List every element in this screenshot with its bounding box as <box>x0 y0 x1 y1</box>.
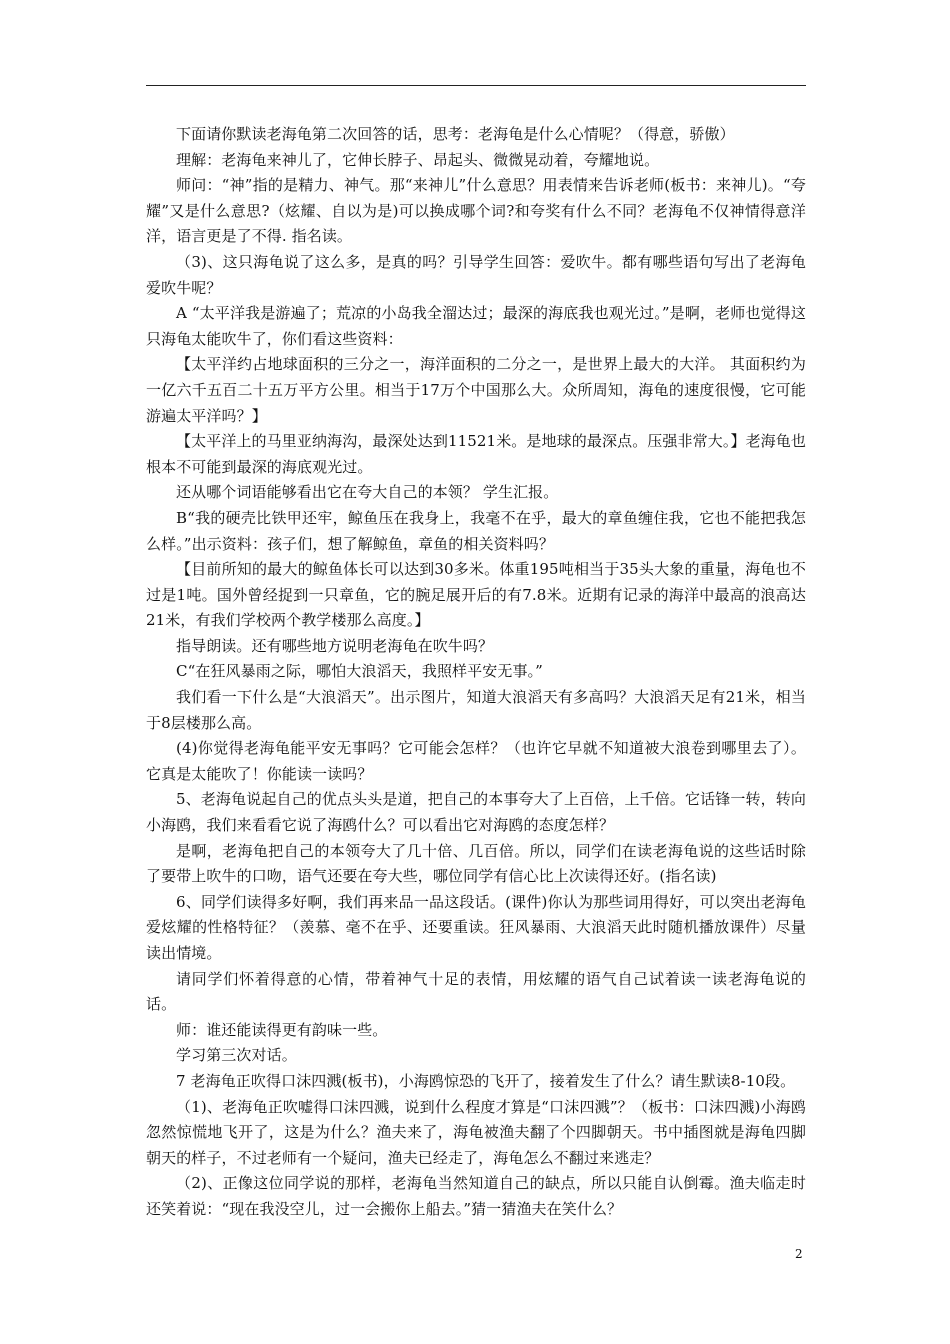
paragraph: 理解：老海龟来神儿了，它伸长脖子、昂起头、微微晃动着，夸耀地说。 <box>176 150 660 169</box>
paragraph: 7 老海龟正吹得口沫四溅(板书)，小海鸥惊恐的飞开了，接着发生了什么？请生默读8-10段。 <box>176 1071 796 1090</box>
paragraph: A “太平洋我是游遍了；荒凉的小岛我全溜达过；最深的海底我也观光过。”是啊，老师也觉得这只海龟太能吹牛了，你们看这些资料： <box>146 304 806 348</box>
paragraph: 【太平洋上的马里亚纳海沟，最深处达到11521米。是地球的最深点。压强非常大。】老海龟也根本不可能到最深的海底观光过。 <box>146 432 806 476</box>
paragraph: (4)你觉得老海龟能平安无事吗？它可能会怎样？（也许它早就不知道被大浪卷到哪里去了）。它真是太能吹了！你能读一读吗？ <box>146 739 806 783</box>
paragraph: 【目前所知的最大的鲸鱼体长可以达到30多米。体重195吨相当于35头大象的重量，海龟也不过是1吨。国外曾经捉到一只章鱼，它的腕足展开后的有7.8米。近期有记录的海洋中最高的浪高达21米，有我们学校两个教学楼那么高度。】 <box>146 560 806 630</box>
paragraph: 师：谁还能读得更有韵味一些。 <box>176 1020 388 1039</box>
paragraph: （1)、老海龟正吹嘘得口沫四溅，说到什么程度才算是“口沫四溅”？（板书：口沫四溅)小海鸥忽然惊慌地飞开了，这是为什么？渔夫来了，海龟被渔夫翻了个四脚朝天。书中插图就是海龟四脚朝天的样子，不过老师有一个疑问，渔夫已经走了，海龟怎么不翻过来逃走？ <box>146 1097 806 1167</box>
paragraph: 还从哪个词语能够看出它在夸大自己的本领？ 学生汇报。 <box>176 483 559 502</box>
paragraph: 我们看一下什么是“大浪滔天”。出示图片，知道大浪滔天有多高吗？大浪滔天足有21米，相当于8层楼那么高。 <box>146 688 806 732</box>
page-number: 2 <box>795 1247 803 1261</box>
paragraph: 【太平洋约占地球面积的三分之一，海洋面积的二分之一，是世界上最大的大洋。 其面积约为一亿六千五百二十五万平方公里。相当于17万个中国那么大。众所周知，海龟的速度很慢，它可能游遍太平洋吗？】 <box>146 355 806 425</box>
paragraph: 5、老海龟说起自己的优点头头是道，把自己的本事夸大了上百倍，上千倍。它话锋一转，转向小海鸥，我们来看看它说了海鸥什么？可以看出它对海鸥的态度怎样？ <box>146 790 806 835</box>
document-body <box>146 122 806 1223</box>
paragraph: 6、同学们读得多好啊，我们再来品一品这段话。(课件)你认为那些词用得好，可以突出老海龟爱炫耀的性格特征？（羡慕、毫不在乎、还要重读。狂风暴雨、大浪滔天此时随机播放课件）尽量读出情境。 <box>146 892 806 962</box>
paragraph: 师问：“神”指的是精力、神气。那“来神儿”什么意思？用表情来告诉老师(板书：来神儿)。“夸耀”又是什么意思?（炫耀、自以为是)可以换成哪个词?和夸奖有什么不同？老海龟不仅神情得意洋洋，语言更是了不得. 指名读。 <box>146 176 806 246</box>
paragraph: （2)、正像这位同学说的那样，老海龟当然知道自己的缺点，所以只能自认倒霉。渔夫临走时还笑着说：“现在我没空儿，过一会搬你上船去。”猜一猜渔夫在笑什么？ <box>146 1174 806 1218</box>
header-rule <box>146 85 806 86</box>
paragraph: 指导朗读。还有哪些地方说明老海龟在吹牛吗？ <box>176 636 494 655</box>
paragraph: 学习第三次对话。 <box>176 1046 297 1065</box>
paragraph: 请同学们怀着得意的心情，带着神气十足的表情，用炫耀的语气自己试着读一读老海龟说的话。 <box>146 969 806 1014</box>
paragraph: C“在狂风暴雨之际，哪怕大浪滔天，我照样平安无事。” <box>176 662 543 681</box>
paragraph: （3)、这只海龟说了这么多，是真的吗？引导学生回答：爱吹牛。都有哪些语句写出了老海龟爱吹牛呢？ <box>146 252 806 297</box>
paragraph: 是啊，老海龟把自己的本领夸大了几十倍、几百倍。所以，同学们在读老海龟说的这些话时除了要带上吹牛的口吻，语气还要在夸大些，哪位同学有信心比上次读得还好。(指名读) <box>146 841 806 886</box>
paragraph: B“我的硬壳比铁甲还牢，鲸鱼压在我身上，我毫不在乎，最大的章鱼缠住我，它也不能把我怎么样。”出示资料：孩子们，想了解鲸鱼，章鱼的相关资料吗？ <box>146 508 806 553</box>
paragraph: 下面请你默读老海龟第二次回答的话，思考：老海龟是什么心情呢？（得意，骄傲） <box>176 125 735 143</box>
